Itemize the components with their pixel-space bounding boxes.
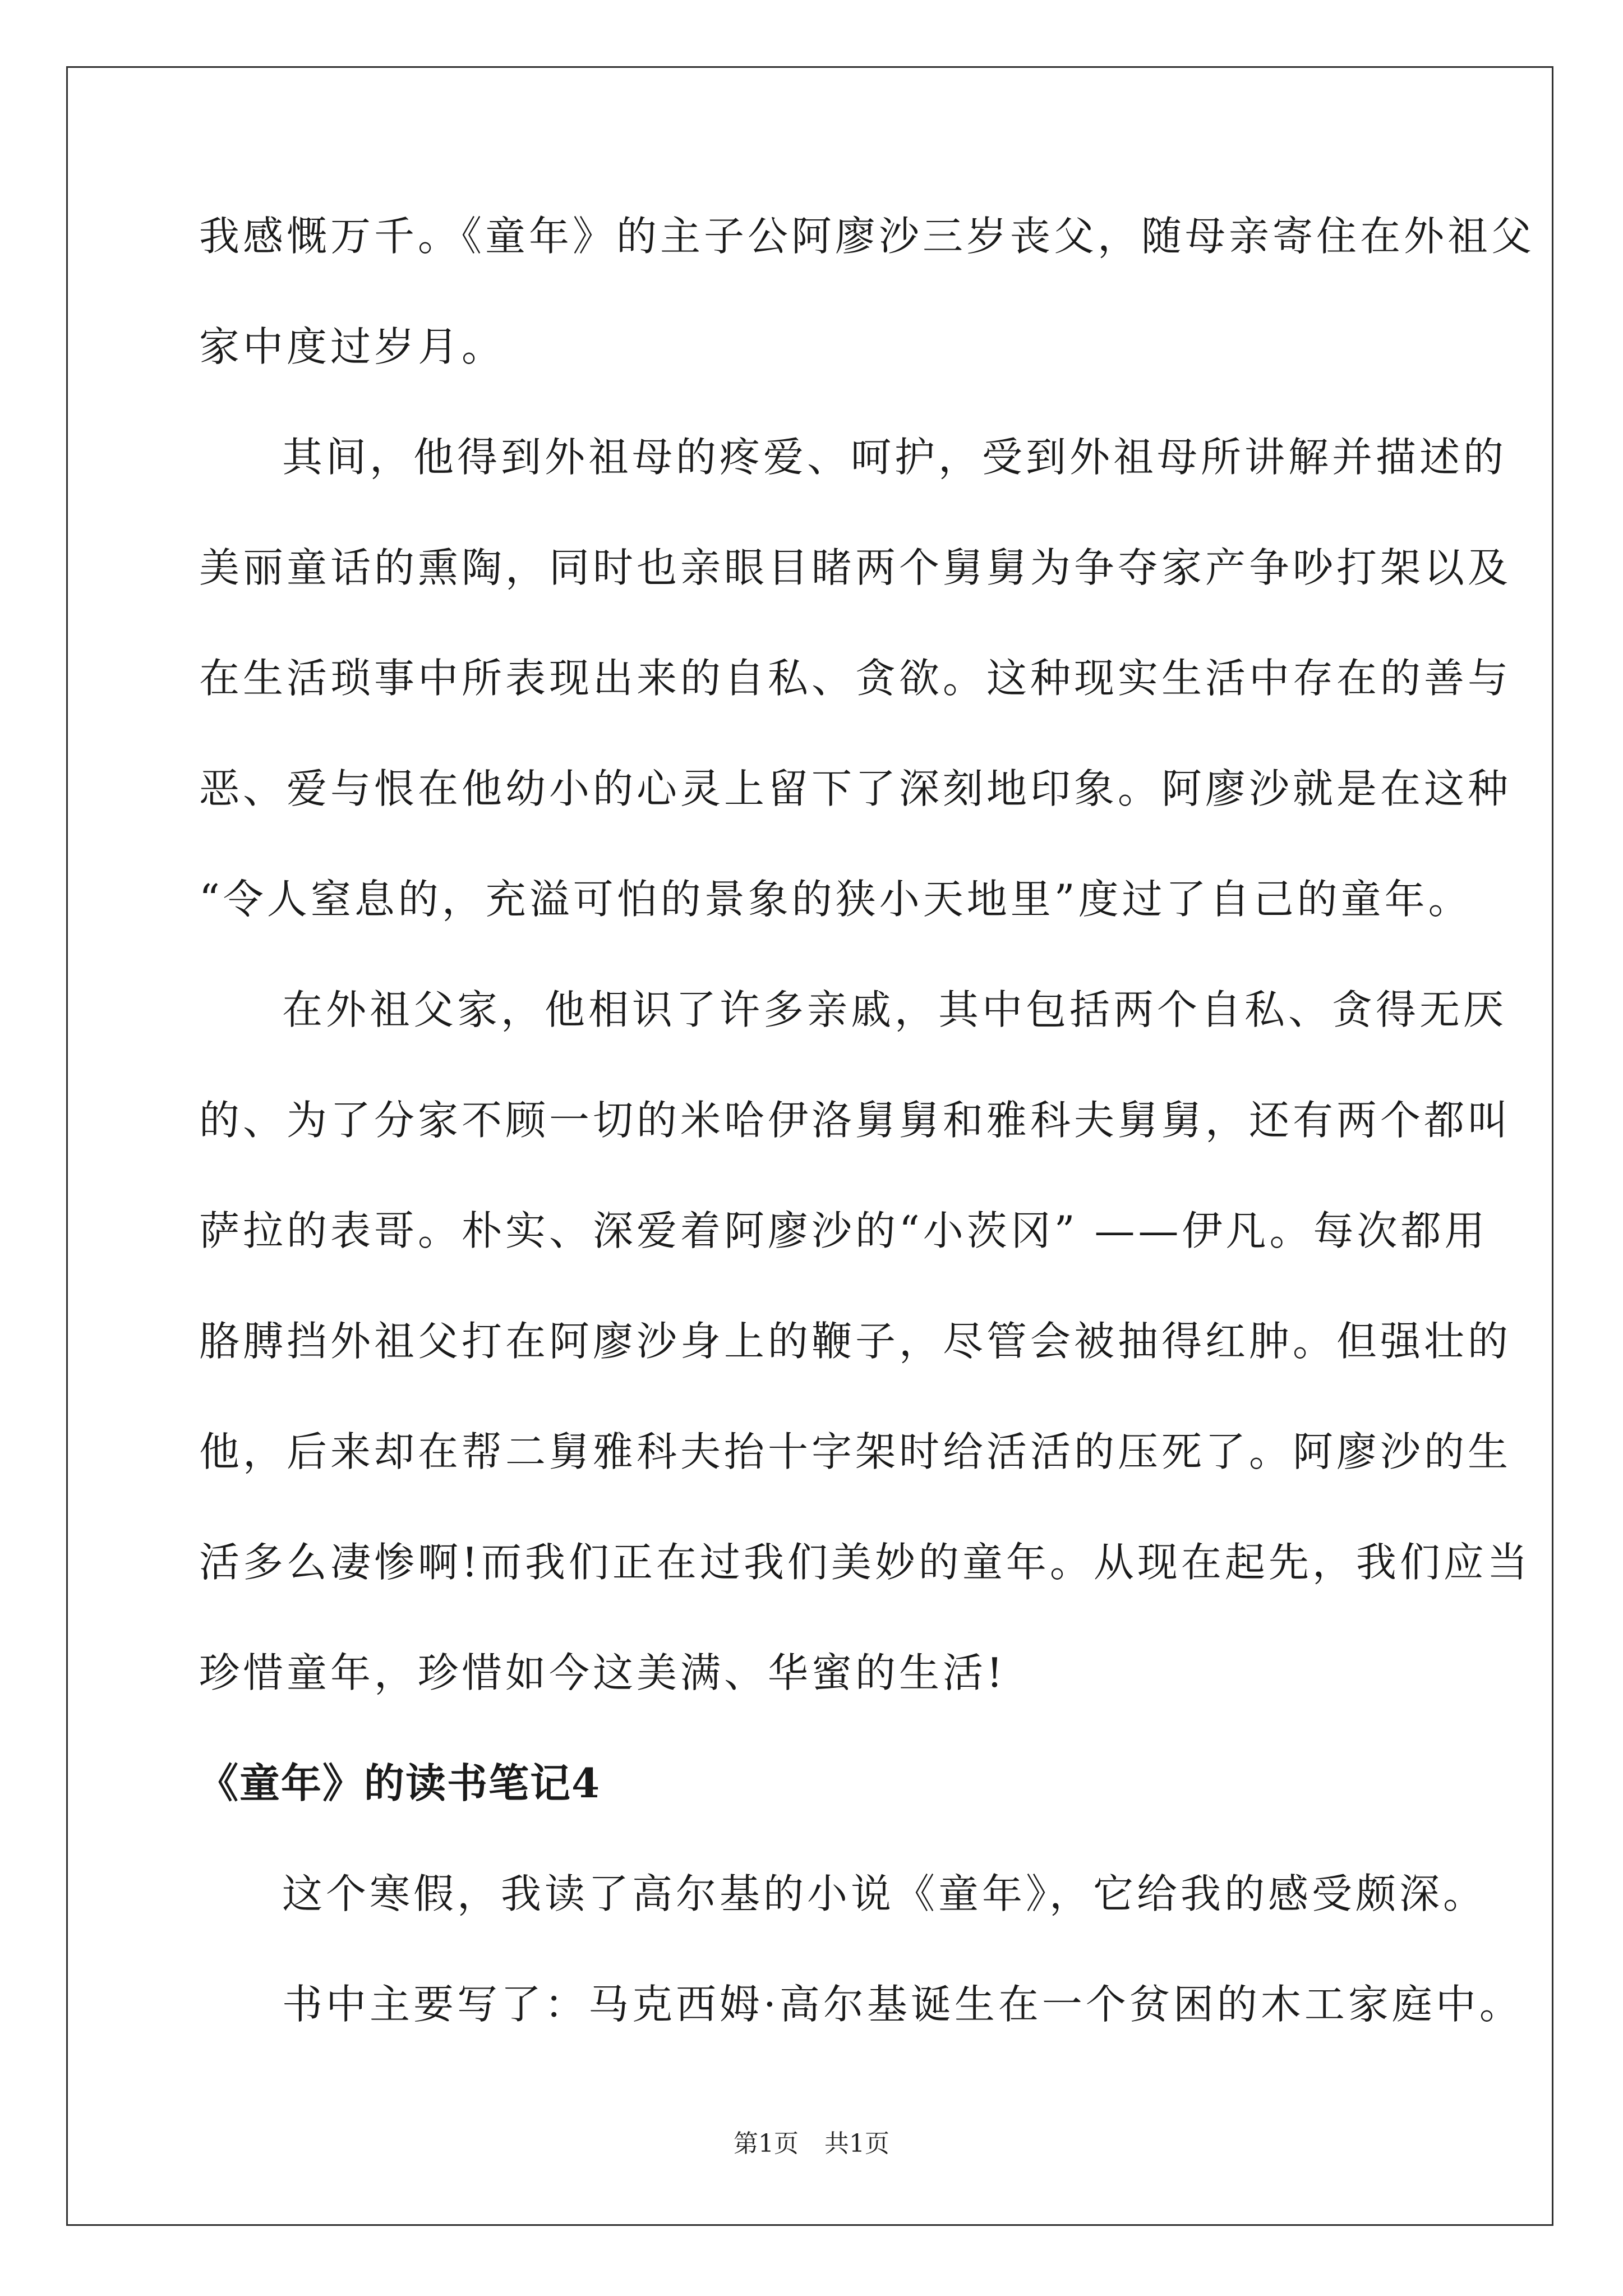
document-body [198,213,1536,2028]
paragraph-4 [199,1870,1487,1917]
text-line: 活多么凄惨啊!而我们正在过我们美妙的童年。从现在起先，我们应当 [199,1539,1531,1586]
page-number: 第1页 [734,2129,799,2158]
section-heading: 《童年》的读书笔记4 [198,1759,601,1807]
paragraph-3 [199,986,1531,1696]
paragraph-1 [199,213,1536,370]
page-total: 共1页 [824,2129,889,2158]
page-footer [0,2129,1623,2158]
text-line: 萨拉的表哥。朴实、深爱着阿廖沙的“小茨冈” ——伊凡。每次都用 [199,1207,1488,1254]
paragraph-5 [199,1981,1523,2028]
text-line: 在生活琐事中所表现出来的自私、贪欲。这种现实生活中存在的善与 [199,655,1512,702]
text-line: 的、为了分家不顾一切的米哈伊洛舅舅和雅科夫舅舅，还有两个都叫 [199,1097,1512,1144]
text-line: 胳膊挡外祖父打在阿廖沙身上的鞭子，尽管会被抽得红肿。但强壮的 [199,1318,1512,1365]
text-line: 美丽童话的熏陶，同时也亲眼目睹两个舅舅为争夺家产争吵打架以及 [199,544,1512,591]
text-line: 珍惜童年，珍惜如今这美满、华蜜的生活! [199,1649,1006,1696]
text-line: 在外祖父家，他相识了许多亲戚，其中包括两个自私、贪得无厌 [282,986,1507,1033]
text-line: 其间，他得到外祖母的疼爱、呵护，受到外祖母所讲解并描述的 [282,434,1507,481]
text-line: 我感慨万千。《童年》的主子公阿廖沙三岁丧父，随母亲寄住在外祖父 [199,213,1536,260]
text-line: 家中度过岁月。 [199,323,506,370]
paragraph-2 [199,434,1512,923]
text-line: 恶、爱与恨在他幼小的心灵上留下了深刻地印象。阿廖沙就是在这种 [199,765,1512,812]
text-line: “令人窒息的，充溢可怕的景象的狭小天地里”度过了自己的童年。 [199,876,1472,923]
text-line: 这个寒假，我读了高尔基的小说《童年》，它给我的感受颇深。 [282,1870,1487,1917]
text-line: 书中主要写了：马克西姆·高尔基诞生在一个贫困的木工家庭中。 [282,1981,1523,2028]
text-line: 他，后来却在帮二舅雅科夫抬十字架时给活活的压死了。阿廖沙的生 [199,1428,1512,1475]
